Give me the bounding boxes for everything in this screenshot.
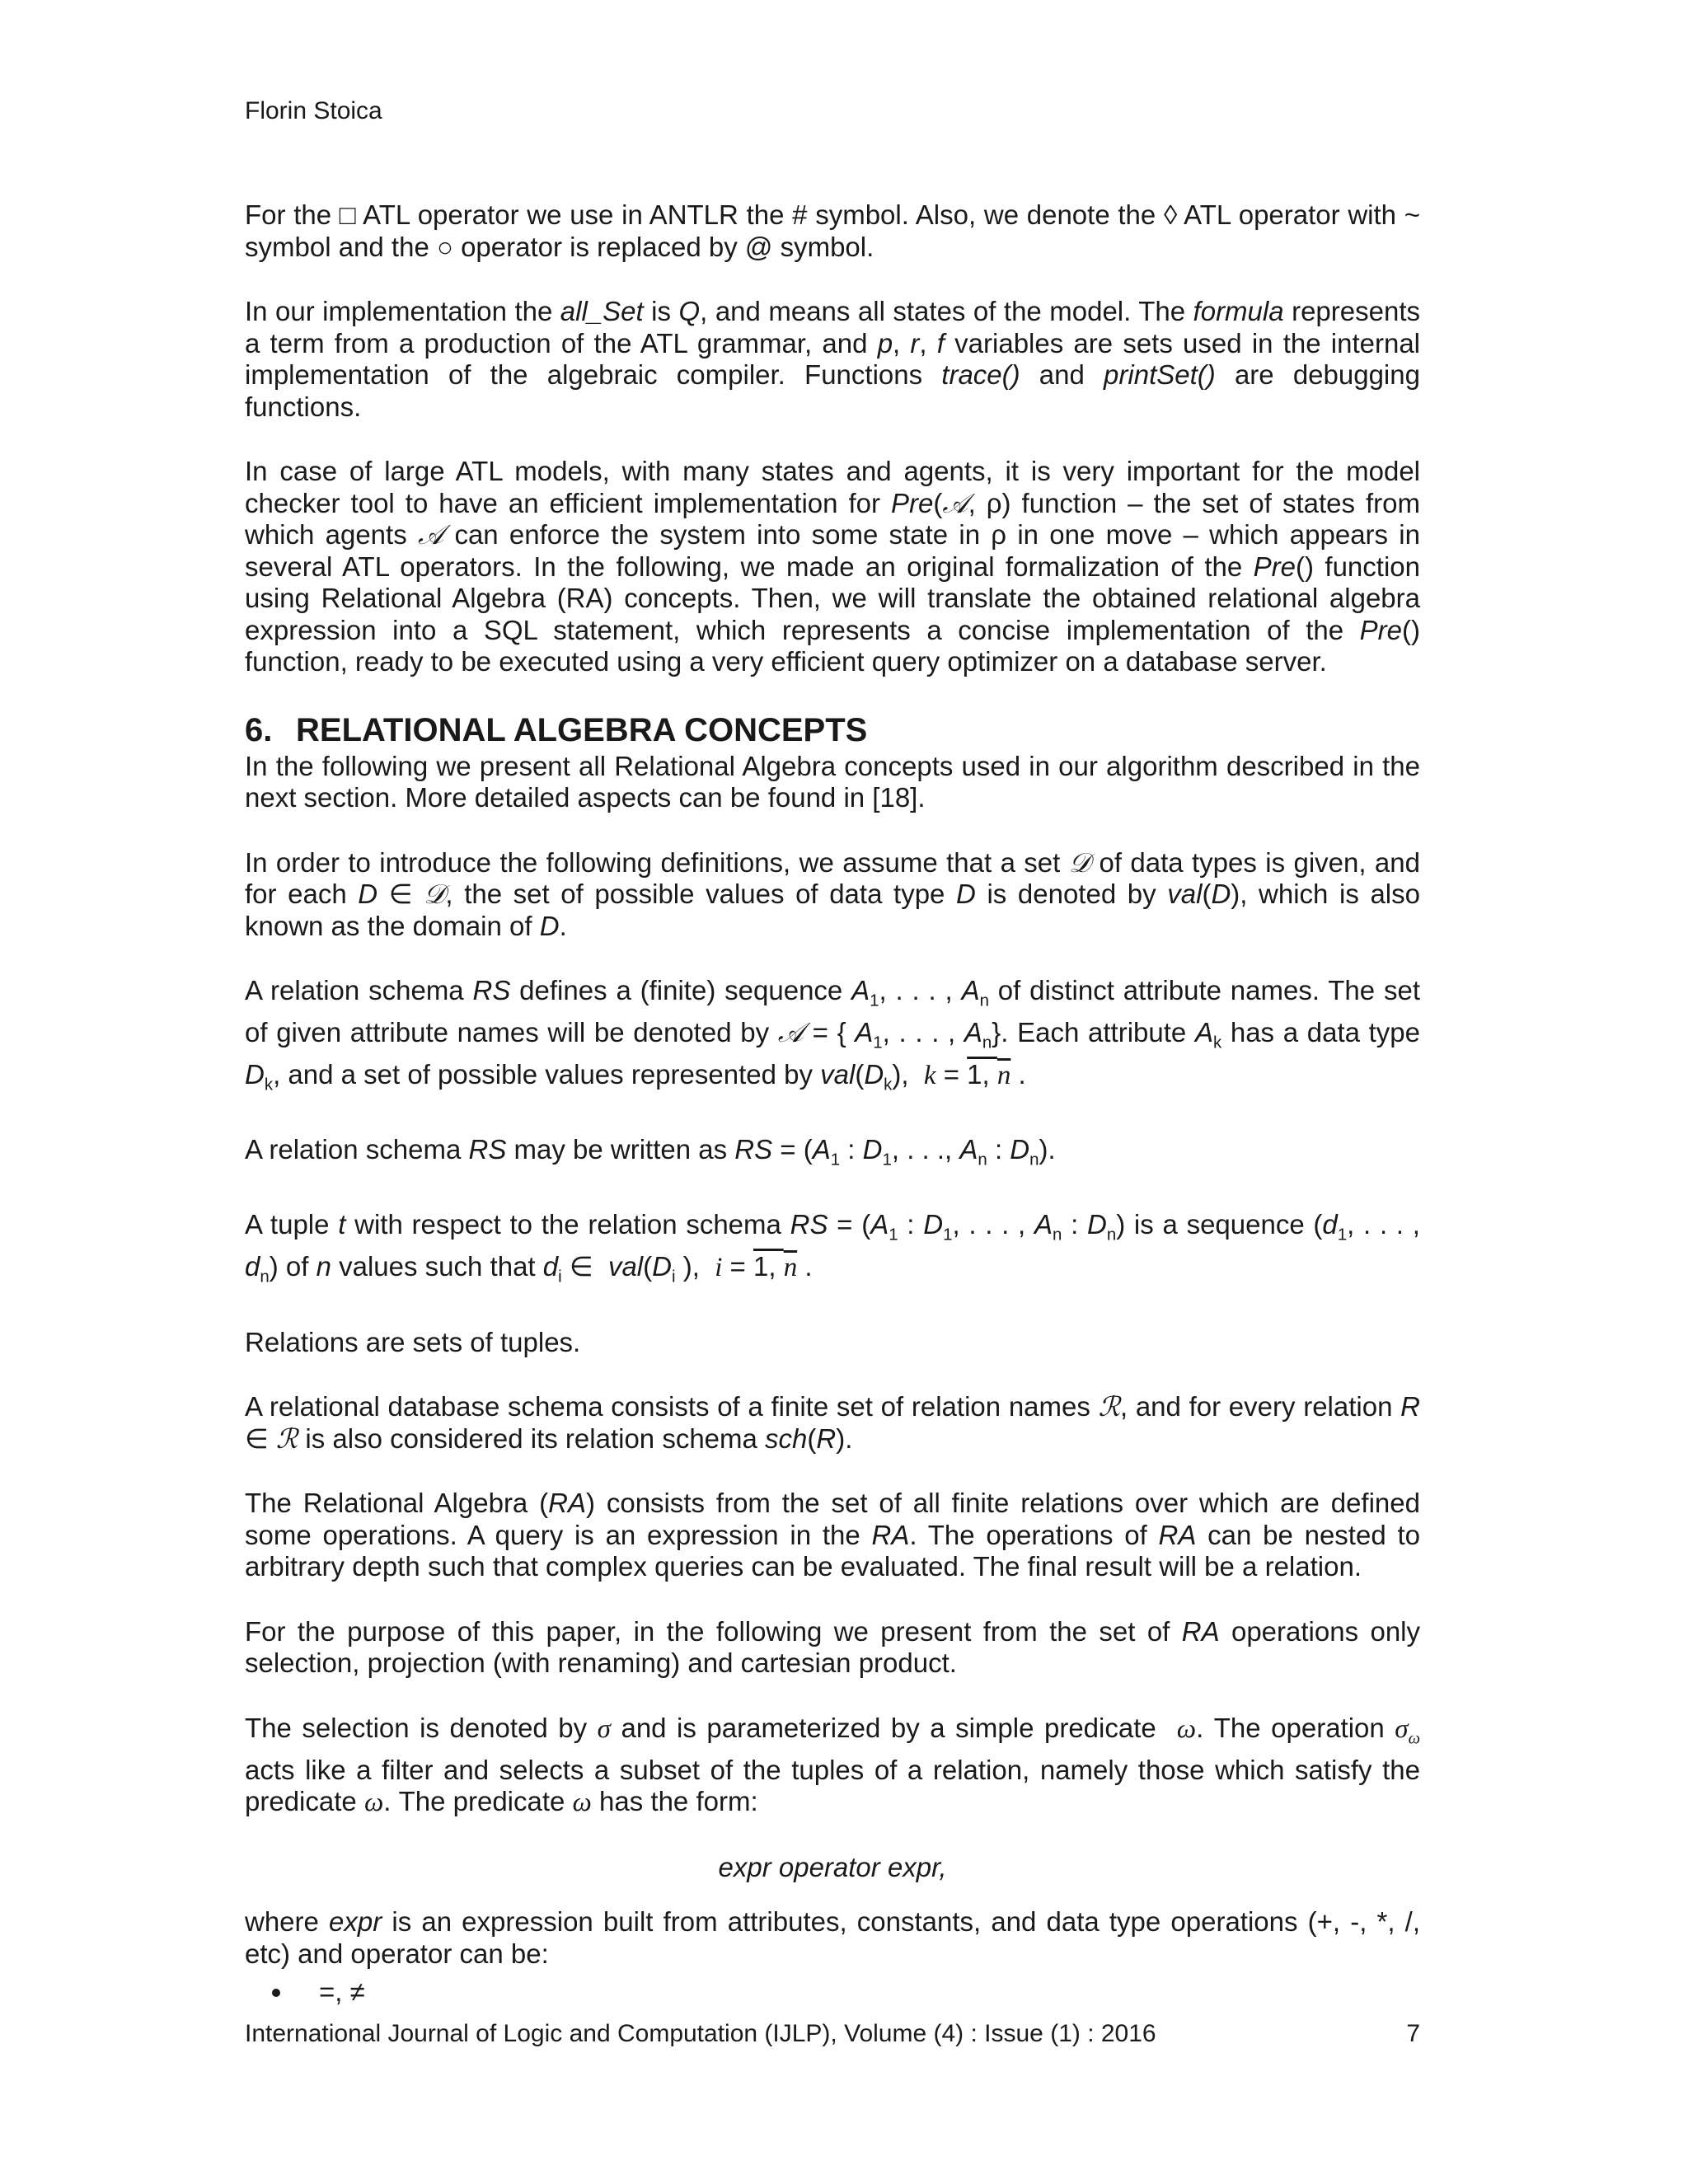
paragraph-relations: Relations are sets of tuples. [245,1326,581,1357]
page-number: 7 [1406,2020,1420,2047]
section-heading [245,711,1420,749]
document-page [245,0,1420,2184]
paragraph-ra: The Relational Algebra (RA) consists from the set of all finite relations over which are defined some operations. A query is an expression in the RA. The operations of RA can be nested to arbitrary depth such that complex queries can be evaluated. The final result will be a relation. [245,1488,1420,1582]
section-number: 6. [245,711,273,748]
paragraph-selection: The selection is denoted by σ and is parameterized by a simple predicate ω. The operation $\sigma_\omega$ acts like a filter and selects a subset of the tuples of a relation, namely those which satisfy the predicate ω. The predicate ω has the form: [245,1712,1420,1818]
paragraph-relation-schema: A relation schema RS defines a (finite) sequence $A_1$, . . . , $A_n$ of distinct attribute names. The set of given attribute names will be denoted by 𝒜 = { $A_1$, . . . , $A_n$}. Each attribute $A_k$ has a data type $D_k$, and a set of possible values represented by $val(D_k)$, k = 1, n . [245,975,1421,1094]
paragraph-intro: In the following we present all Relational Algebra concepts used in our algorithm described in the next section. More detailed aspects can be found in [18]. [245,750,1420,813]
running-header: Florin Stoica [245,97,382,124]
paragraph-tuple: A tuple t with respect to the relation schema RS = ($A_1$ : $D_1$, . . . , $A_n$ : $D_n$) is a sequence ($d_1$, . . . , $d_n$) of n values such that $d_i$ ∈ $val(D_i$ ), i = 1, n . [245,1209,1420,1287]
paragraph-rs-notation: A relation schema RS may be written as RS = ($A_1$ : $D_1$, . . ., $A_n$ : $D_n$). [245,1134,1056,1169]
paragraph-expr: where expr is an expression built from attributes, constants, and data type operations (+, -, *, /, etc) and operator can be: [245,1906,1420,1969]
section-title: RELATIONAL ALGEBRA CONCEPTS [296,711,868,748]
list-item: • =, ≠ [294,1976,1420,2008]
journal-citation: International Journal of Logic and Computation (IJLP), Volume (4) : Issue (1) : 2016 [245,2020,1156,2047]
paragraph-db-schema: A relational database schema consists of a finite set of relation names ℛ, and for every relation R ∈ ℛ is also considered its relation schema sch(R). [245,1390,1421,1455]
paragraph-pre-function: In case of large ATL models, with many states and agents, it is very important for the model checker tool to have an efficient implementation for Pre(𝒜, ρ) function – the set of states from which agents 𝒜 can enforce the system into some state in ρ in one move – which appears in several ATL operators. In the following, we made an original formalization of the Pre() function using Relational Algebra (RA) concepts. Then, we will translate the obtained relational algebra expression into a SQL statement, which represents a concise implementation of the Pre() function, ready to be executed using a very efficient query optimizer on a database server. [245,456,1420,677]
page-footer [245,2020,1420,2048]
display-equation: expr operator expr, [718,1851,947,1882]
paragraph-implementation: In our implementation the all_Set is Q, and means all states of the model. The formula represents a term from a production of the ATL grammar, and p, r, f variables are sets used in the internal implementation of the algebraic compiler. Functions trace() and printSet() are debugging functions. [245,296,1421,422]
body-text [245,199,1420,2008]
paragraph-atl-symbols: For the □ ATL operator we use in ANTLR the # symbol. Also, we denote the ◊ ATL operator with ~ symbol and the ○ operator is replaced by @ symbol. [245,199,1420,262]
operator-list [245,1976,1420,2008]
paragraph-data-types: In order to introduce the following definitions, we assume that a set 𝒟 of data types is given, and for each D ∈ 𝒟, the set of possible values of data type D is denoted by val(D), which is also known as the domain of D. [245,846,1420,941]
paragraph-operations: For the purpose of this paper, in the following we present from the set of RA operations only selection, projection (with renaming) and cartesian product. [245,1615,1421,1679]
